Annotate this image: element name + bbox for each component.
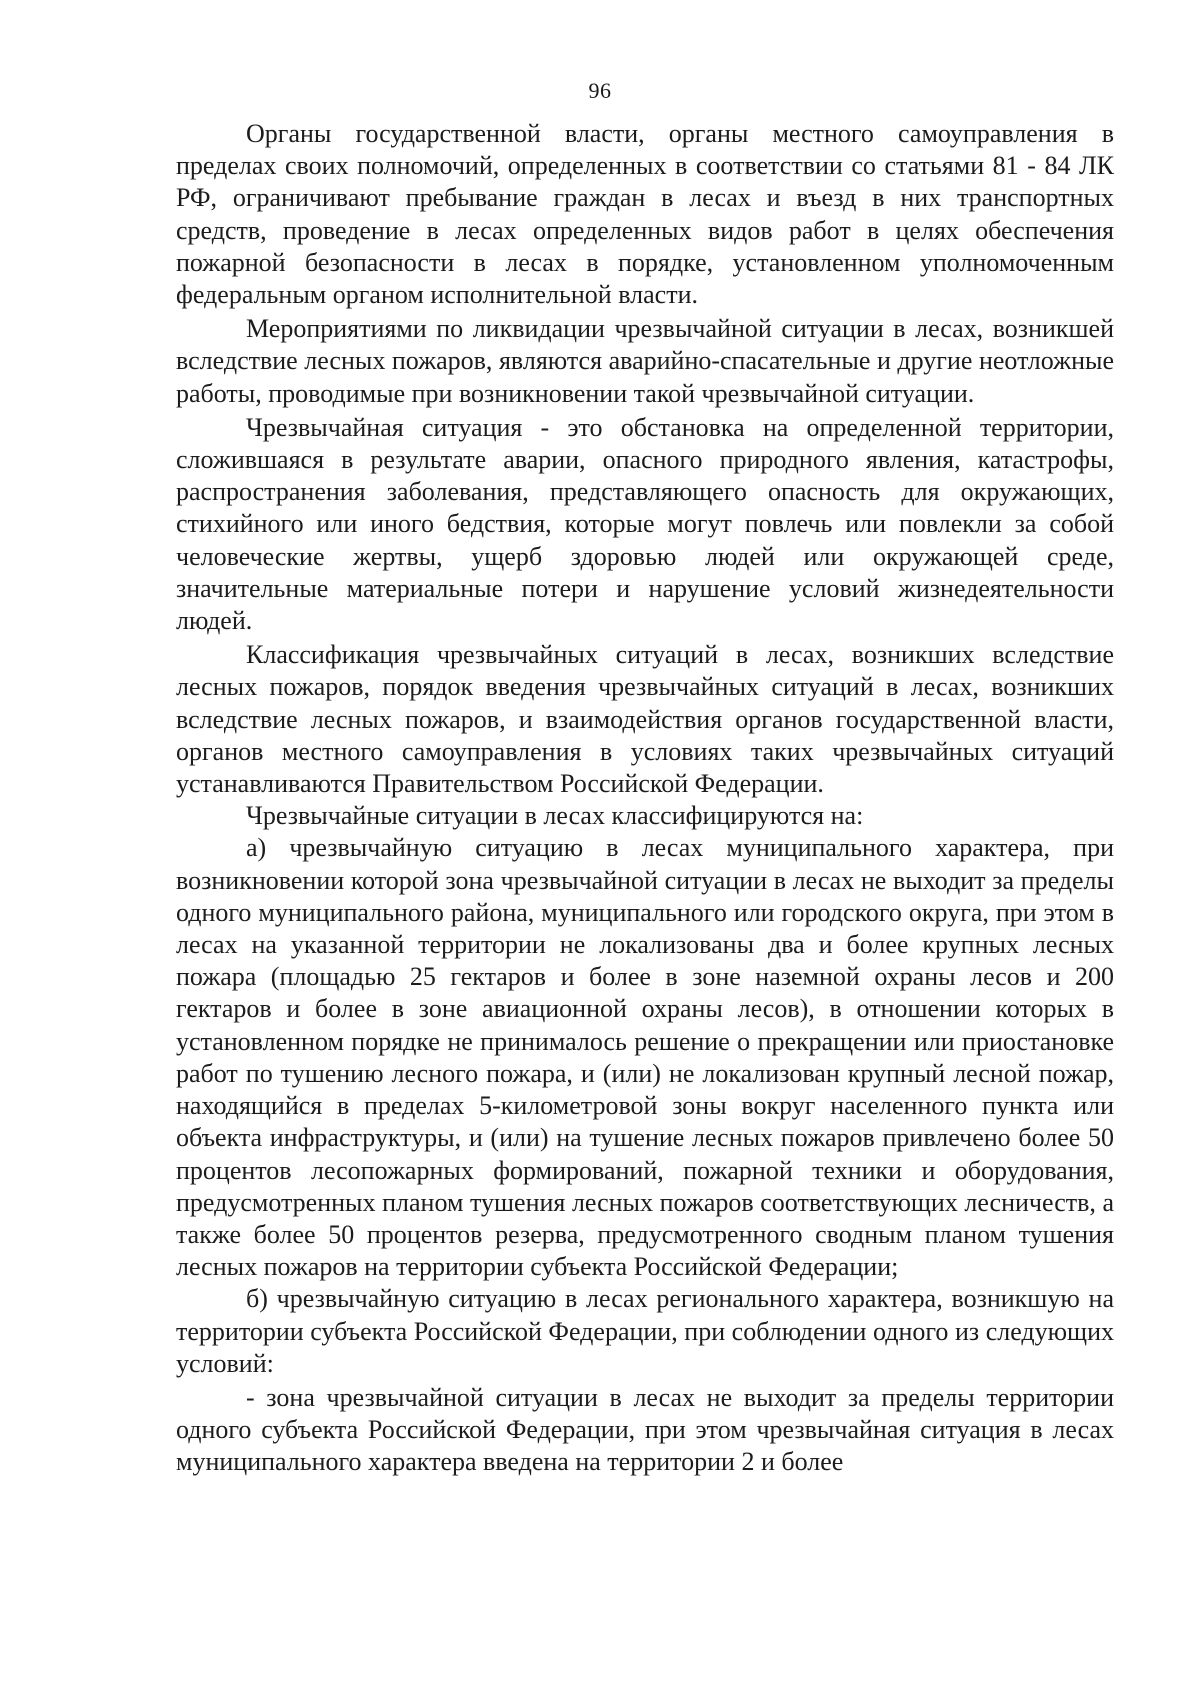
page-number: 96 xyxy=(588,78,612,103)
document-body xyxy=(176,118,1114,1479)
paragraph-liquidation-measures: Мероприятиями по ликвидации чрезвычайной ситуации в лесах, возникшей вследствие лесных пожаров, являются аварийно-спасательные и другие неотложные работы, проводимые при возникновении такой чрезвычайной ситуации. xyxy=(176,314,1114,408)
list-item-regional-condition: - зона чрезвычайной ситуации в лесах не выходит за пределы территории одного субъекта Российской Федерации, при этом чрезвычайная ситуация в лесах муниципального характера введена на территории 2 и более xyxy=(176,1382,1114,1477)
list-item-regional: б) чрезвычайную ситуацию в лесах регионального характера, возникшую на территории субъекта Российской Федерации, при соблюдении одного из следующих условий: xyxy=(176,1284,1114,1378)
list-item-municipal: а) чрезвычайную ситуацию в лесах муниципального характера, при возникновении которой зона чрезвычайной ситуации в лесах не выходит за пределы одного муниципального района, муниципального или городского округа, при этом в лесах на указанной территории не локализованы два и более крупных лесных пожара (площадью 25 гектаров и более в зоне наземной охраны лесов и 200 гектаров и более в зоне авиационной охраны лесов), в отношении которых в установленном порядке не принималось решение о прекращении или приостановке работ по тушению лесного пожара, и (или) не локализован крупный лесной пожар, находящийся в пределах 5-километровой зоны вокруг населенного пункта или объекта инфраструктуры, и (или) на тушение лесных пожаров привлечено более 50 процентов лесопожарных формирований, пожарной техники и оборудования, предусмотренных планом тушения лесных пожаров соответствующих лесничеств, а также более 50 процентов резерва, предусмотренного сводным планом тушения лесных пожаров на территории субъекта Российской Федерации; xyxy=(176,833,1114,1282)
paragraph-emergency-definition: Чрезвычайная ситуация - это обстановка на определенной территории, сложившаяся в результате аварии, опасного природного явления, катастрофы, распространения заболевания, представляющего опасность для окружающих, стихийного или иного бедствия, которые могут повлечь или повлекли за собой человеческие жертвы, ущерб здоровью людей или окружающей среде, значительные материальные потери и нарушение условий жизнедеятельности людей. xyxy=(176,412,1114,636)
paragraph-authorities-restrictions: Органы государственной власти, органы местного самоуправления в пределах своих полномочий, определенных в соответствии со статьями 81 - 84 ЛК РФ, ограничивают пребывание граждан в лесах и въезд в них транспортных средств, проведение в лесах определенных видов работ в целях обеспечения пожарной безопасности в лесах в порядке, установленном уполномоченным федеральным органом исполнительной власти. xyxy=(176,119,1114,310)
paragraph-classification-procedure: Классификация чрезвычайных ситуаций в лесах, возникших вследствие лесных пожаров, порядок введения чрезвычайных ситуаций в лесах, возникших вследствие лесных пожаров, и взаимодействия органов государственной власти, органов местного самоуправления в условиях таких чрезвычайных ситуаций устанавливаются Правительством Российской Федерации. xyxy=(176,640,1114,799)
paragraph-classification-intro: Чрезвычайные ситуации в лесах классифицируются на: xyxy=(246,801,864,831)
